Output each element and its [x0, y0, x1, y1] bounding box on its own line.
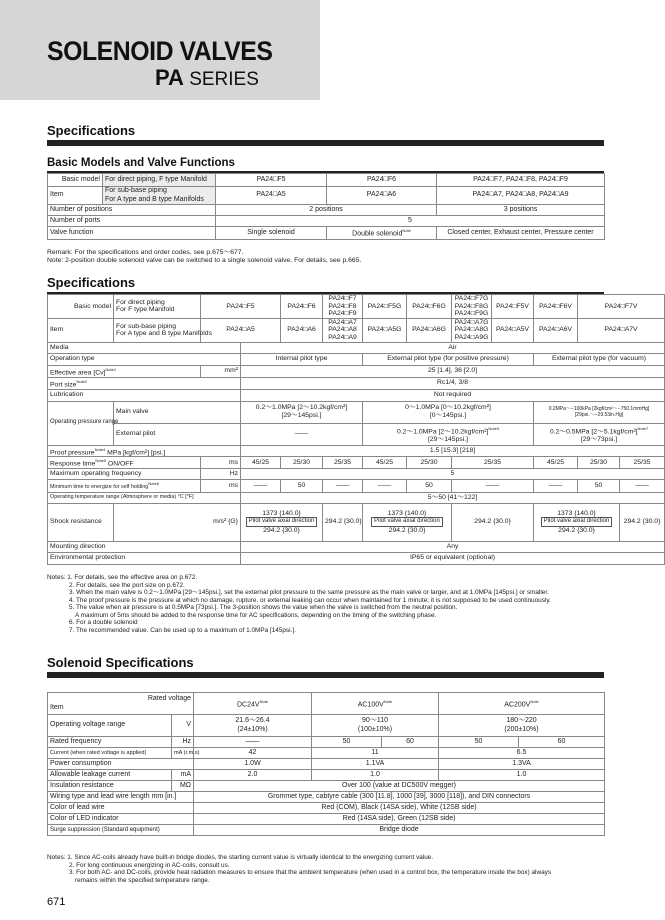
section-bar	[47, 140, 604, 146]
subsection-basic-models: Basic Models and Valve Functions	[47, 157, 235, 169]
header-band	[0, 0, 320, 100]
series-title: PA SERIES	[155, 65, 259, 90]
direct-piping-label: For direct piping, F type Manifold	[103, 174, 216, 187]
specifications-notes: Notes: 1. For details, see the effective area on p.672. 2. For details, see the port size on p.672. 3. When the main valve is 0.2～1.0MPa [29～145psi.], set the external pilot pressure to the same pressure as the main valve or larger, and at 1.0MPa [145psi.] or smaller. 4. The proof pressure is the pressure at which no damage, rupture, or external leaking can occur when maintained for 1 minute; it is not supposed to be used continuously. 5. The value when air pressure is at 0.5MPa [73psi.]. The 3-position shows the value when the valve is switched from the neutral position. A maximum of 5ms should be added to the response time for AC specifications, depending on the timing of the switching phase. 6. For a double solenoid 7. The recommended value. Can be used up to a maximum of 1.0MPa [145psi.].	[47, 574, 551, 634]
item-label: Item	[48, 187, 103, 205]
section-solenoid-specifications: Solenoid Specifications	[47, 655, 194, 670]
section-specifications-2: Specifications	[47, 275, 136, 290]
specifications-table: Basic model For direct piping For F type Manifold PA24□F5 PA24□F6 PA24□F7 PA24□F8 PA24□F9 PA24□F5G PA24□F6G PA24□F7G PA24□F8G PA24□F9G PA24□F5V PA24□F6V PA24□F7V Item For sub-base piping For A type and B type Manifolds PA24□A5 PA24□A6 PA24□A7 PA24□A8 PA24□A9 PA24□A5G PA24□A6G PA24□A7G PA24□A8G PA24□A9G PA24□A5V PA24□A6V PA24□A7V Media Air Operation type Internal pilot type External pilot type (for positive pressure) External pilot type (for vacuum) Effective area $[Cv]^{Note1}$ mm² 25 [1.4], 36 [2.0] Port size$^{Note2}$ Rc1/4, 3/8 Lubrication Not required Operating pressure range Main valve 0.2～1.0MPa [2～10.2kgf/cm²] [29～145psi.] 0～1.0MPa [0～10.2kgf/cm²] [0～145psi.] 0.2MPa～−100kPa [2kgf/cm²～−750.1mmHg] [29psi.～−29.53in.Hg] External pilot —— 0.2～1.0MPa [2～10.2kgf/cm²]$^{Note3}$ [29～145psi.] 0.2～0.5MPa [2～5.1kgf/cm²]$^{Note7}$ [29～73psi.] Proof pressure$^{Note4}$ MPa [kgf/cm²] [psi.] 1.5 [15.3] [218] Response time$^{Note5}$ ON/OFF ms 45/25 25/30 25/35 45/25 25/30 25/35 45/25 25/30 25/35 Maximum operating frequency Hz 5 Minimum time to energize for self holding$^{Note6}$ ms —— 50 —— —— 50 —— —— 50 —— Operating temperature range (Atmosphere or media) °C [°F] 5～50 [41～122] Shock resistance m/s² {G} 1373 {140.0} Pilot valve axial direction 294.2 {30.0} 294.2 {30.0} 1373 {140.0} Pilot valve axial direction 294.2 {30.0} 294.2 {30.0} 1373 {140.0} Pilot valve axial direction 294.2 {30.0} 294.2 {30.0} Mounting direction Any Environmental protection IP65 or equivalent (optional)	[47, 294, 665, 565]
page-title: SOLENOID VALVES	[47, 36, 273, 66]
solenoid-header-cell: Rated voltage Item	[48, 693, 194, 715]
section-bar-2	[47, 672, 604, 678]
section-specifications: Specifications	[47, 123, 136, 138]
solenoid-notes: Notes: 1. Since AC-coils already have built-in bridge diodes, the starting current value is virtually identical to the energizing current value. 2. For long continuous energizing in AC-coils, consult us. 3. For both AC- and DC-coils, provide heat radiation measures to ensure that the ambient temperature (when used in a control box, the temperature inside the box) always remains within the specified temperature range.	[47, 854, 552, 884]
basic-table-notes: Remark: For the specifications and order codes, see p.675～677. Note: 2-position double solenoid valve can be switched to a single solenoid valve. For details, see p.665.	[47, 249, 362, 264]
solenoid-specifications-table: Rated voltage Item $DC24V^{Note}$ $AC100V^{Note}$ $AC200V^{Note}$ Operating voltage range V 21.6～26.4 (24±10%) 90～110 (100±10%) 180～220 (200±10%) Rated frequency Hz —— 50 60 50 60 Current (when rated voltage is applied) mA (r.m.s) 42 11 6.5 Power consumption 1.0W 1.1VA 1.3VA Allowable leakage current mA 2.0 1.0 1.0 Insulation resistance MΩ Over 100 (value at DC500V megger) Wiring type and lead wire length mm [in.] Grommet type, cabtyre cable (300 [11.8], 1000 [39], 3000 [118]), and DIN connectors Color of lead wire Red (COM), Black (14SA side), White (12SB side) Color of LED indicator Red (14SA side), Green (12SB side) Surge suppression (Standard equipment) Bridge diode	[47, 692, 605, 836]
basic-model-label: Basic model	[48, 174, 103, 187]
subbase-piping-label: For sub-base piping For A type and B type Manifolds	[103, 187, 216, 205]
page-number: 671	[47, 896, 66, 908]
basic-models-table: Basic model For direct piping, F type Manifold PA24□F5 PA24□F6 PA24□F7, PA24□F8, PA24□F9 Item For sub-base piping For A type and B type Manifolds PA24□A5 PA24□A6 PA24□A7, PA24□A8, PA24□A9 Number of positions 2 positions 3 positions Number of ports 5 Valve function Single solenoid Double solenoid$^{Note}$ Closed center, Exhaust center, Pressure center	[47, 173, 605, 240]
